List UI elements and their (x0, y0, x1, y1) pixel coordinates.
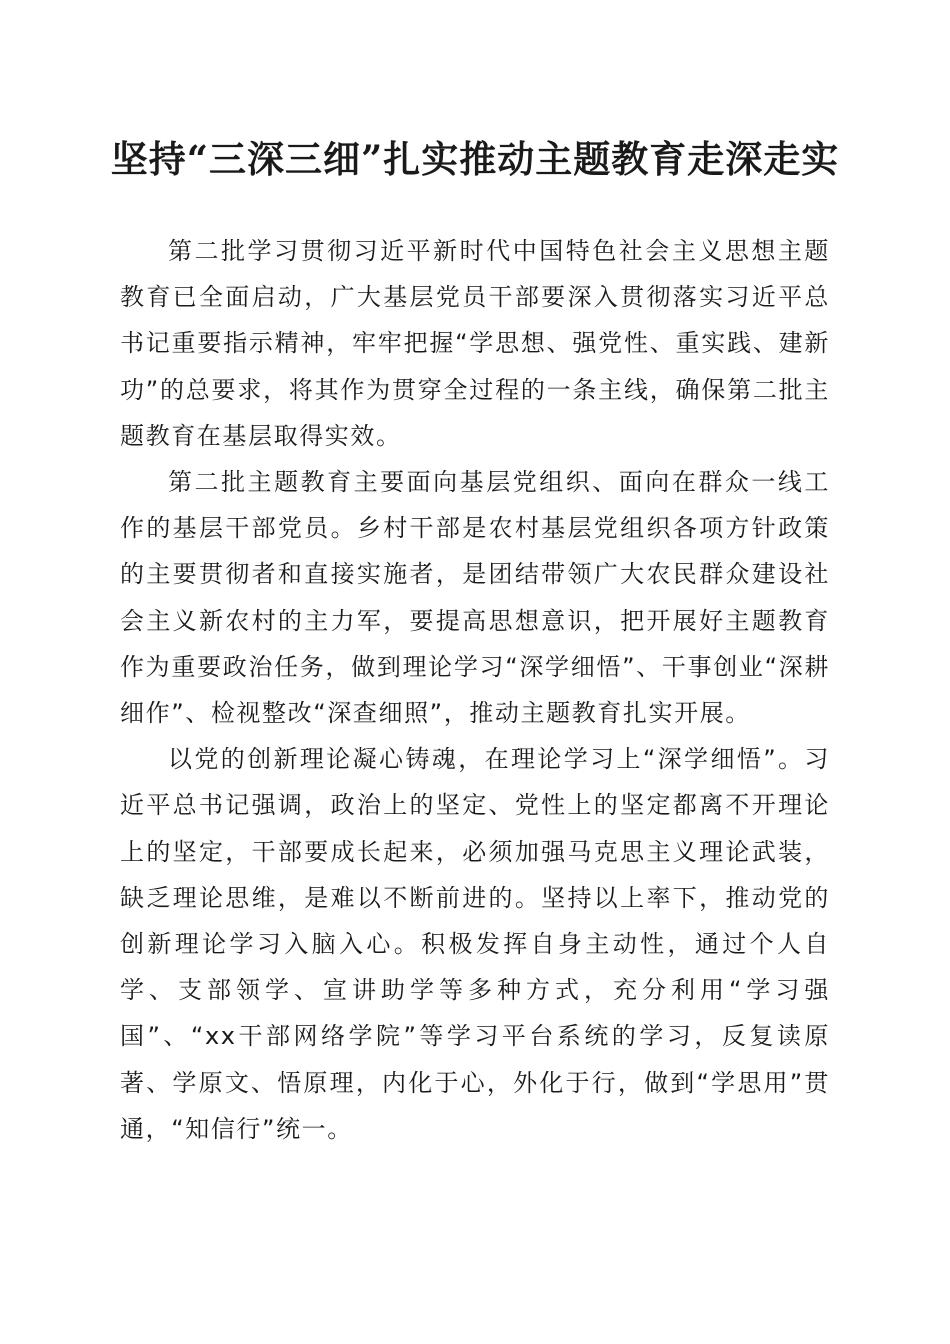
document-title: 坚持“三深三细”扎实推动主题教育走深走实 (110, 137, 840, 181)
paragraph-1: 第二批学习贯彻习近平新时代中国特色社会主义思想主题教育已全面启动，广大基层党员干部要深入贯彻落实习近平总书记重要指示精神，牢牢把握“学思想、强党性、重实践、建新功”的总要求，将其作为贯穿全过程的一条主线，确保第二批主题教育在基层取得实效。 (120, 237, 830, 450)
paragraph-2: 第二批主题教育主要面向基层党组织、面向在群众一线工作的基层干部党员。乡村干部是农村基层党组织各项方针政策的主要贯彻者和直接实施者，是团结带领广大农民群众建设社会主义新农村的主力军，要提高思想意识，把开展好主题教育作为重要政治任务，做到理论学习“深学细悟”、干事创业“深耕细作”、检视整改“深查细照”，推动主题教育扎实开展。 (120, 468, 830, 728)
document-body (120, 228, 830, 1152)
paragraph-3: 以党的创新理论凝心铸魂，在理论学习上“深学细悟”。习近平总书记强调，政治上的坚定、党性上的坚定都离不开理论上的坚定，干部要成长起来，必须加强马克思主义理论武装，缺乏理论思维，是难以不断前进的。坚持以上率下，推动党的创新理论学习入脑入心。积极发挥自身主动性，通过个人自学、支部领学、宣讲助学等多种方式，充分利用“学习强国”、“xx干部网络学院”等学习平台系统的学习，反复读原著、学原文、悟原理，内化于心，外化于行，做到“学思用”贯通，“知信行”统一。 (120, 745, 830, 1143)
